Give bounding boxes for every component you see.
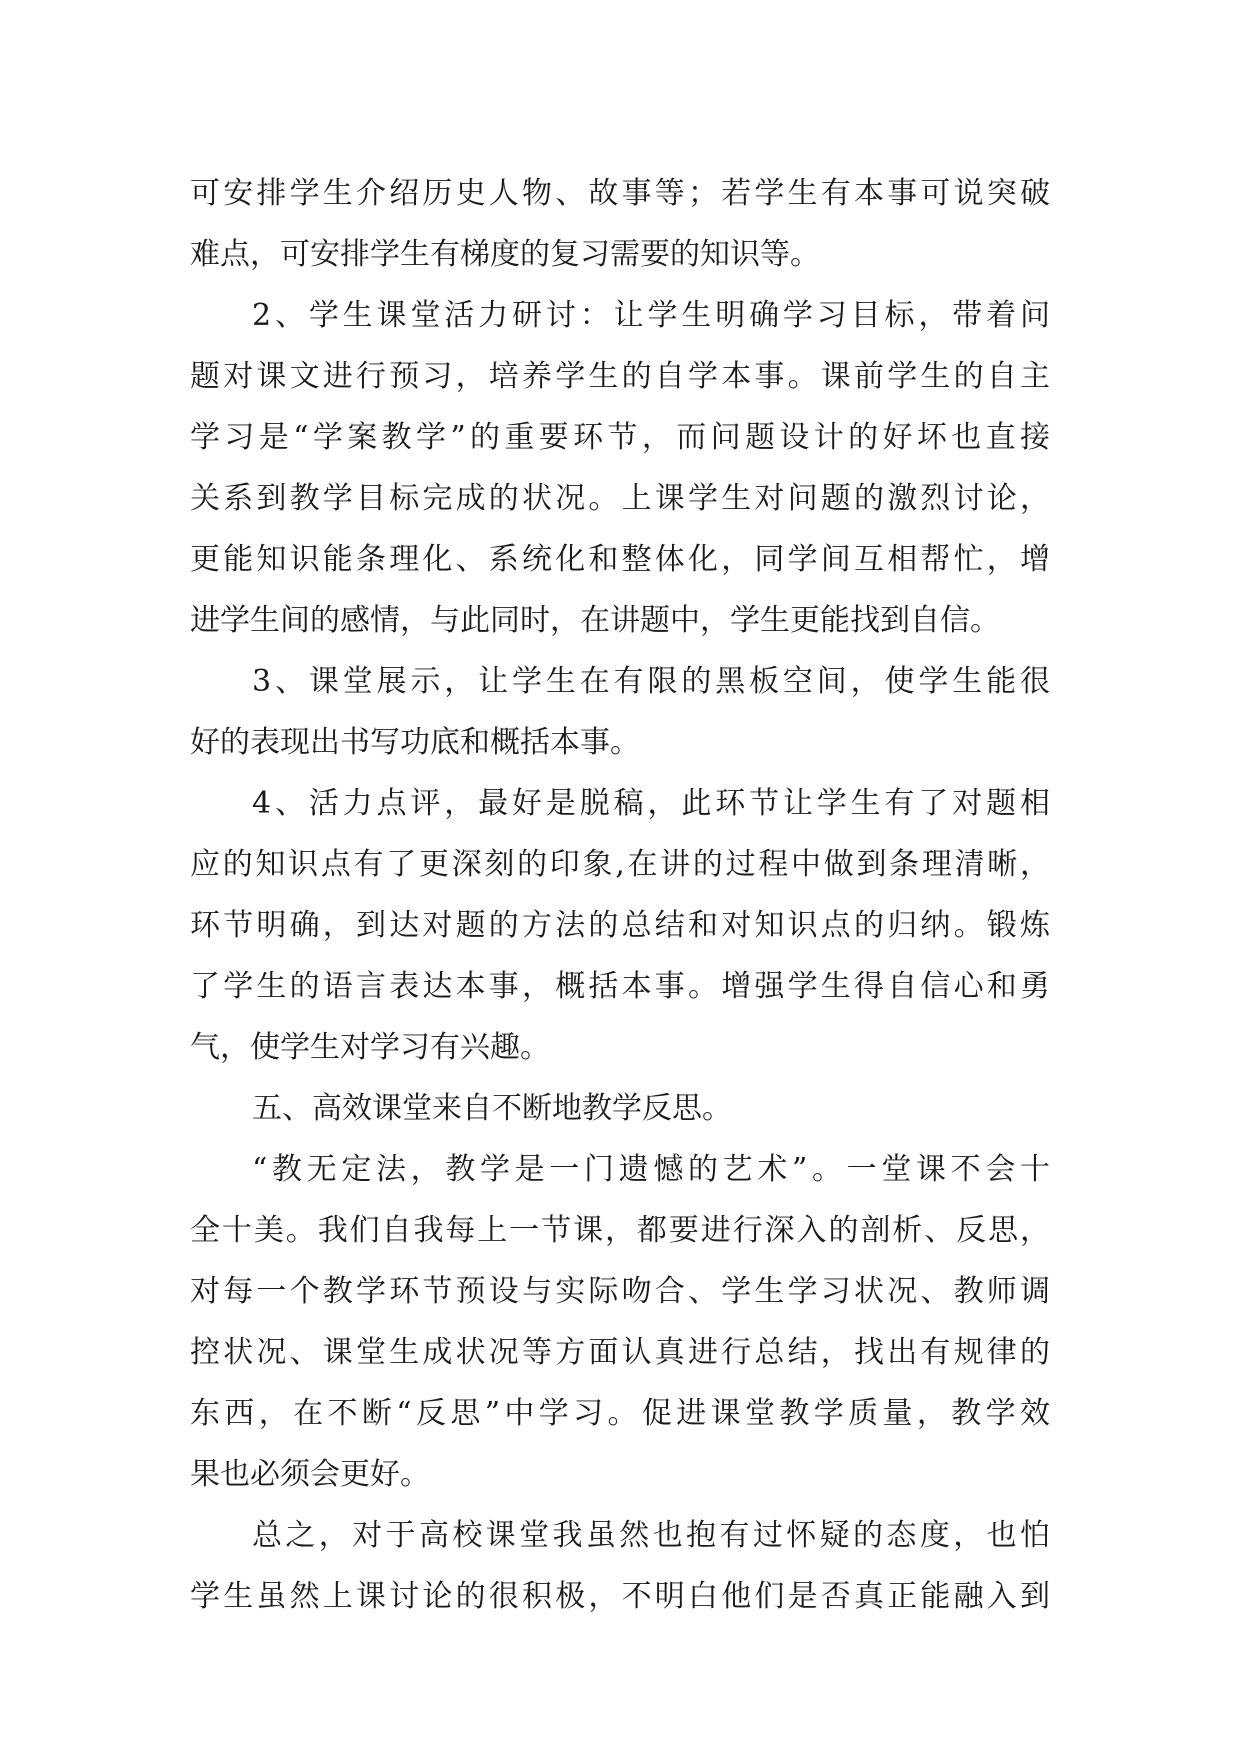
paragraph-6 [190, 1505, 1050, 1627]
text-line: 进学生间的感情，与此同时，在讲题中，学生更能找到自信。 [190, 603, 1000, 638]
paragraph-2 [190, 285, 1050, 651]
text-line: 东西，在不断“反思”中学习。促进课堂教学质量，教学效 [190, 1396, 1050, 1431]
text-line: 2、学生课堂活力研讨：让学生明确学习目标，带着问 [252, 298, 1050, 333]
text-line: “教无定法，教学是一门遗憾的艺术”。一堂课不会十 [252, 1152, 1050, 1187]
paragraph-3 [190, 651, 1050, 773]
paragraph-4 [190, 773, 1050, 1078]
text-line: 学习是“学案教学”的重要环节，而问题设计的好坏也直接 [190, 420, 1050, 455]
text-line: 全十美。我们自我每上一节课，都要进行深入的剖析、反思， [190, 1213, 1050, 1248]
text-line: 总之，对于高校课堂我虽然也抱有过怀疑的态度，也怕 [252, 1518, 1050, 1553]
text-line: 对每一个教学环节预设与实际吻合、学生学习状况、教师调 [190, 1274, 1050, 1309]
text-line: 控状况、课堂生成状况等方面认真进行总结，找出有规律的 [190, 1335, 1050, 1370]
section-heading [190, 1078, 1050, 1139]
text-line: 关系到教学目标完成的状况。上课学生对问题的激烈讨论， [190, 481, 1050, 516]
text-line: 可安排学生介绍历史人物、故事等；若学生有本事可说突破 [190, 176, 1050, 211]
text-line: 4、活力点评，最好是脱稿，此环节让学生有了对题相 [252, 786, 1050, 821]
text-line: 学生虽然上课讨论的很积极，不明白他们是否真正能融入到 [190, 1579, 1050, 1614]
text-line: 环节明确，到达对题的方法的总结和对知识点的归纳。锻炼 [190, 908, 1050, 943]
paragraph-5 [190, 1139, 1050, 1505]
text-line: 3、课堂展示，让学生在有限的黑板空间，使学生能很 [252, 664, 1050, 699]
text-line: 应的知识点有了更深刻的印象,在讲的过程中做到条理清晰， [190, 847, 1050, 882]
paragraph-1 [190, 163, 1050, 285]
text-line: 果也必须会更好。 [190, 1457, 430, 1492]
document-body [190, 163, 1050, 1627]
heading-line: 五、高效课堂来自不断地教学反思。 [252, 1091, 732, 1126]
text-line: 了学生的语言表达本事，概括本事。增强学生得自信心和勇 [190, 969, 1050, 1004]
text-line: 题对课文进行预习，培养学生的自学本事。课前学生的自主 [190, 359, 1050, 394]
text-line: 气，使学生对学习有兴趣。 [190, 1030, 550, 1065]
text-line: 难点，可安排学生有梯度的复习需要的知识等。 [190, 237, 820, 272]
text-line: 好的表现出书写功底和概括本事。 [190, 725, 640, 760]
text-line: 更能知识能条理化、系统化和整体化，同学间互相帮忙，增 [190, 542, 1050, 577]
